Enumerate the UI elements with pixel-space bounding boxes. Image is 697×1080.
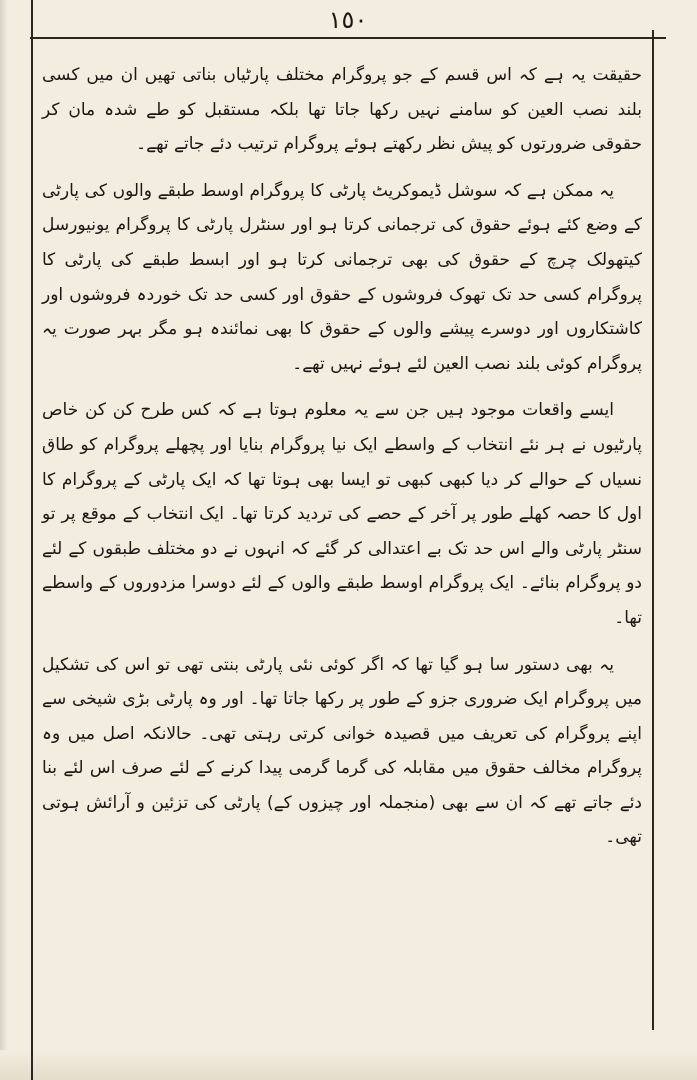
scan-edge-left <box>0 0 8 1080</box>
paragraph-4: یہ بھی دستور سا ہو گیا تھا کہ اگر کوئی نئی پارٹی بنتی تھی تو اس کی تشکیل میں پروگرام ایک ضروری جزو کے طور پر رکھا جاتا تھا۔ اور وہ پارٹی بڑی شیخی سے اپنے پروگرام کی تعریف میں قصیدہ خوانی کرتی رہتی تھی۔ حالانکہ اصل میں وہ پروگرام مخالف حقوق میں مقابلہ کی گرما گرمی پیدا کرنے کے لئے صرف اس لئے بنا دئے جاتے تھے کہ ان سے بھی (منجملہ اور چیزوں کے) پارٹی کی تزئین و آرائش ہوتی تھی۔ <box>42 654 642 848</box>
right-margin-rule <box>652 30 654 1030</box>
header-rule <box>30 37 666 39</box>
paragraph-2: یہ ممکن ہے کہ سوشل ڈیموکریٹ پارٹی کا پروگرام اوسط طبقے والوں کی پارٹی کے وضع کئے ہوئے حقوق کی ترجمانی کرتا ہو اور سنٹرل پارٹی کا پروگرام یونیورسل کیتھولک چرچ کے حقوق کی بھی ترجمانی کرتا ہو اور ابسط طبقے کی پارٹی کا پروگرام کسی حد تک تھوک فروشوں کے حقوق اور کسی حد تک خوردہ فروشوں اور کاشتکاروں اور دوسرے پیشے والوں کے حقوق کا بھی نمائندہ ہو مگر بہر صورت یہ پروگرام کوئی بلند نصب العین لئے ہوئے نہیں تھے۔ <box>42 180 642 374</box>
paragraph-3: ایسے واقعات موجود ہیں جن سے یہ معلوم ہوتا ہے کہ کس طرح کن کن خاص پارٹیوں نے ہر نئے انتخاب کے واسطے ایک نیا پروگرام بنایا اور پچھلے پروگرام کو طاق نسیاں کے حوالے کر دیا کبھی کبھی تو ایسا بھی ہوتا تھا کہ ایک پارٹی کے پروگرام کا اول کا حصہ کھلے طور پر آخر کے حصے کی تردید کرتا تھا۔ ایک انتخاب کے موقع پر تو سنٹر پارٹی والے اس حد تک بے اعتدالی کر گئے کہ انہوں نے دو مختلف طبقوں کے لئے دو پروگرام بنائے۔ ایک پروگرام اوسط طبقے والوں کے لئے دوسرا مزدوروں کے واسطے تھا۔ <box>42 400 642 628</box>
paragraph-1: حقیقت یہ ہے کہ اس قسم کے جو پروگرام مختلف پارٹیاں بناتی تھیں ان میں کسی بلند نصب العین کو سامنے نہیں رکھا جاتا تھا بلکہ مستقبل کو طے شدہ مان کر حقوقی ضرورتوں کو پیش نظر رکھتے ہوئے پروگرام ترتیب دئے جاتے تھے۔ <box>42 65 642 155</box>
left-margin-rule <box>31 0 33 1080</box>
body-text <box>42 58 642 855</box>
page-number: ١٥٠ <box>328 6 368 34</box>
scan-edge-bottom <box>0 1050 697 1080</box>
